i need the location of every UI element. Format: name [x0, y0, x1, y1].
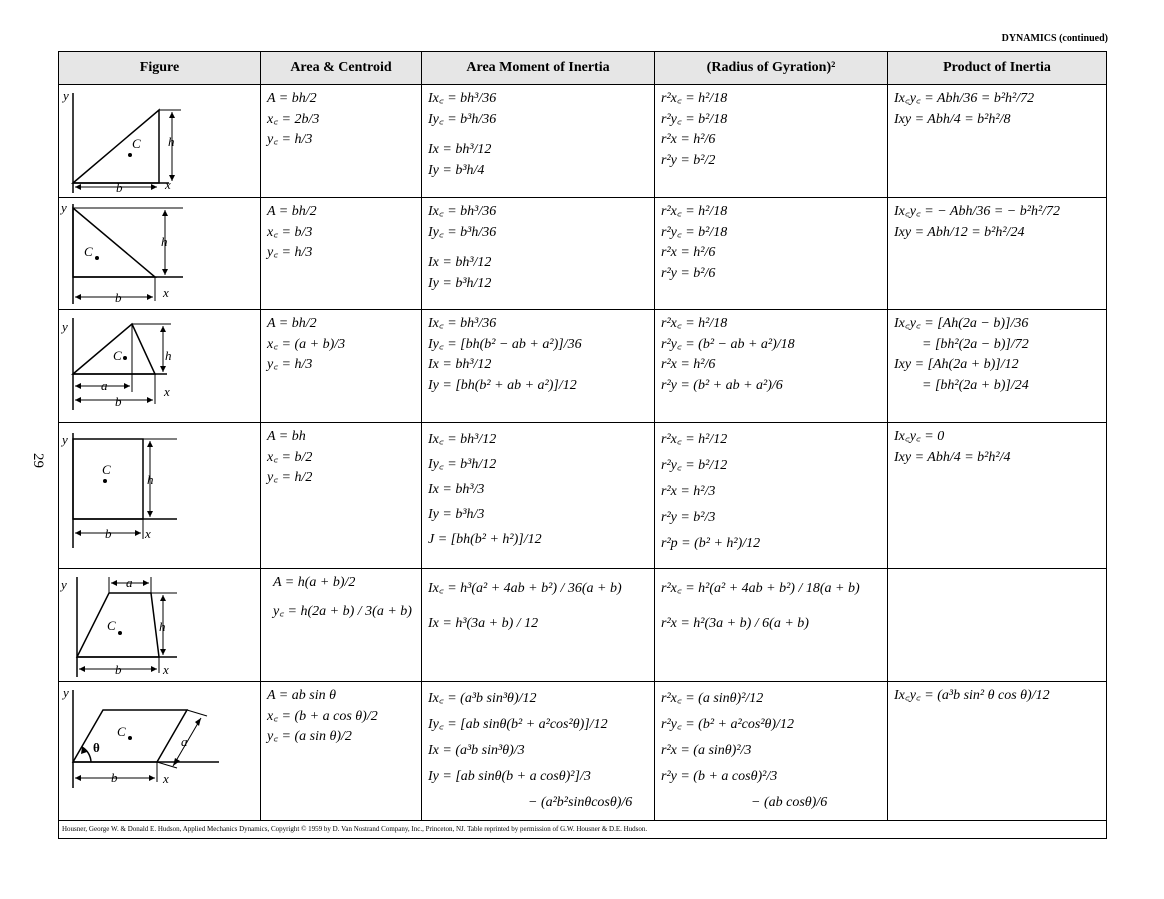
svg-text:x: x — [163, 662, 169, 677]
svg-text:y: y — [63, 88, 69, 103]
product-of-inertia-cell: Ix꜀y꜀ = (a³b sin² θ cos θ)/12 — [888, 682, 1107, 821]
figure-parallelogram — [59, 682, 261, 821]
svg-text:C: C — [117, 724, 126, 739]
svg-text:x: x — [164, 384, 170, 399]
area-centroid-cell: A = bh/2 x꜀ = b/3 y꜀ = h/3 — [261, 198, 422, 310]
svg-text:x: x — [145, 526, 151, 541]
header-area-moment-of-inertia: Area Moment of Inertia — [422, 52, 655, 85]
svg-text:b: b — [115, 662, 122, 677]
svg-text:θ: θ — [93, 740, 100, 755]
figure-general-triangle — [59, 310, 261, 423]
svg-text:h: h — [165, 348, 172, 363]
area-centroid-cell: A = ab sin θ x꜀ = (b + a cos θ)/2 y꜀ = (a sin θ)/2 — [261, 682, 422, 821]
page-header: DYNAMICS (continued) — [1001, 33, 1108, 44]
svg-text:a: a — [101, 378, 108, 393]
table-row — [59, 85, 1107, 198]
trapezoid-diagram — [59, 569, 260, 681]
svg-text:b: b — [115, 394, 122, 409]
moment-of-inertia-cell: Ix꜀ = (a³b sin³θ)/12 Iy꜀ = [ab sinθ(b² + a²cos²θ)]/12 Ix = (a³b sin³θ)/3 Iy = [ab sinθ(b + a cosθ)²]/3 − (a²b²sinθcosθ)/6 — [422, 682, 655, 821]
svg-text:a: a — [126, 575, 133, 590]
svg-text:b: b — [115, 290, 122, 305]
area-centroid-cell: A = bh/2 x꜀ = (a + b)/3 y꜀ = h/3 — [261, 310, 422, 423]
table-row — [59, 569, 1107, 682]
svg-text:C: C — [113, 348, 122, 363]
source-row — [59, 821, 1107, 839]
svg-text:h: h — [161, 234, 168, 249]
moment-of-inertia-cell: Ix꜀ = h³(a² + 4ab + b²) / 36(a + b) Ix = h³(3a + b) / 12 — [422, 569, 655, 682]
moment-of-inertia-cell: Ix꜀ = bh³/36 Iy꜀ = b³h/36 Ix = bh³/12 Iy = b³h/12 — [422, 198, 655, 310]
table-row — [59, 198, 1107, 310]
moment-of-inertia-cell: Ix꜀ = bh³/36 Iy꜀ = b³h/36 Ix = bh³/12 Iy = b³h/4 — [422, 85, 655, 198]
svg-text:C: C — [102, 462, 111, 477]
svg-text:h: h — [147, 472, 154, 487]
svg-text:b: b — [105, 526, 112, 541]
product-of-inertia-cell: Ix꜀y꜀ = Abh/36 = b²h²/72 Ixy = Abh/4 = b²h²/8 — [888, 85, 1107, 198]
table-row — [59, 423, 1107, 569]
moment-of-inertia-cell: Ix꜀ = bh³/36 Iy꜀ = [bh(b² − ab + a²)]/36 Ix = bh³/12 Iy = [bh(b² + ab + a²)]/12 — [422, 310, 655, 423]
header-radius-of-gyration: (Radius of Gyration)² — [655, 52, 888, 85]
radius-of-gyration-cell: r²x꜀ = (a sinθ)²/12 r²y꜀ = (b² + a²cos²θ)/12 r²x = (a sinθ)²/3 r²y = (b + a cosθ)²/3 − (ab cosθ)/6 — [655, 682, 888, 821]
svg-text:C: C — [132, 136, 141, 151]
page-number: 29 — [30, 453, 46, 468]
svg-text:x: x — [163, 771, 169, 786]
header-area-centroid: Area & Centroid — [261, 52, 422, 85]
svg-text:y: y — [62, 432, 68, 447]
header-figure: Figure — [59, 52, 261, 85]
properties-table — [58, 51, 1107, 839]
source-citation: Housner, George W. & Donald E. Hudson, Applied Mechanics Dynamics, Copyright © 1959 by D. Van Nostrand Company, Inc., Princeton, NJ. Table reprinted by permission of G.W. Housner & D.E. Hudson. — [59, 821, 1107, 839]
svg-text:b: b — [111, 770, 118, 785]
radius-of-gyration-cell: r²x꜀ = h²/18 r²y꜀ = b²/18 r²x = h²/6 r²y = b²/6 — [655, 198, 888, 310]
svg-text:y: y — [61, 577, 67, 592]
radius-of-gyration-cell: r²x꜀ = h²(a² + 4ab + b²) / 18(a + b) r²x = h²(3a + b) / 6(a + b) — [655, 569, 888, 682]
area-centroid-cell: A = h(a + b)/2 y꜀ = h(2a + b) / 3(a + b) — [261, 569, 422, 682]
area-centroid-cell: A = bh x꜀ = b/2 y꜀ = h/2 — [261, 423, 422, 569]
svg-text:b: b — [116, 180, 123, 195]
header-product-of-inertia: Product of Inertia — [888, 52, 1107, 85]
radius-of-gyration-cell: r²x꜀ = h²/18 r²y꜀ = (b² − ab + a²)/18 r²x = h²/6 r²y = (b² + ab + a²)/6 — [655, 310, 888, 423]
product-of-inertia-cell: Ix꜀y꜀ = − Abh/36 = − b²h²/72 Ixy = Abh/12 = b²h²/24 — [888, 198, 1107, 310]
svg-text:y: y — [62, 319, 68, 334]
svg-text:a: a — [181, 734, 188, 749]
radius-of-gyration-cell: r²x꜀ = h²/12 r²y꜀ = b²/12 r²x = h²/3 r²y = b²/3 r²p = (b² + h²)/12 — [655, 423, 888, 569]
product-of-inertia-cell: Ix꜀y꜀ = 0 Ixy = Abh/4 = b²h²/4 — [888, 423, 1107, 569]
rectangle-diagram — [59, 423, 260, 568]
product-of-inertia-cell — [888, 569, 1107, 682]
svg-text:h: h — [159, 619, 166, 634]
right-triangle-diagram — [59, 85, 260, 197]
figure-right-triangle-inverted — [59, 198, 261, 310]
header-row — [59, 52, 1107, 85]
general-triangle-diagram — [59, 310, 260, 422]
table-row — [59, 310, 1107, 423]
svg-text:h: h — [168, 134, 175, 149]
moment-of-inertia-cell: Ix꜀ = bh³/12 Iy꜀ = b³h/12 Ix = bh³/3 Iy = b³h/3 J = [bh(b² + h²)]/12 — [422, 423, 655, 569]
figure-trapezoid — [59, 569, 261, 682]
table-row — [59, 682, 1107, 821]
parallelogram-diagram — [59, 682, 260, 820]
svg-text:C: C — [84, 244, 93, 259]
svg-text:y: y — [63, 685, 69, 700]
svg-text:x: x — [163, 285, 169, 300]
figure-right-triangle — [59, 85, 261, 198]
svg-text:C: C — [107, 618, 116, 633]
product-of-inertia-cell: Ix꜀y꜀ = [Ah(2a − b)]/36 = [bh²(2a − b)]/72 Ixy = [Ah(2a + b)]/12 = [bh²(2a + b)]/24 — [888, 310, 1107, 423]
radius-of-gyration-cell: r²x꜀ = h²/18 r²y꜀ = b²/18 r²x = h²/6 r²y = b²/2 — [655, 85, 888, 198]
figure-rectangle — [59, 423, 261, 569]
area-centroid-cell: A = bh/2 x꜀ = 2b/3 y꜀ = h/3 — [261, 85, 422, 198]
right-triangle-inverted-diagram — [59, 198, 260, 309]
svg-text:x: x — [165, 177, 171, 192]
svg-text:y: y — [61, 200, 67, 215]
